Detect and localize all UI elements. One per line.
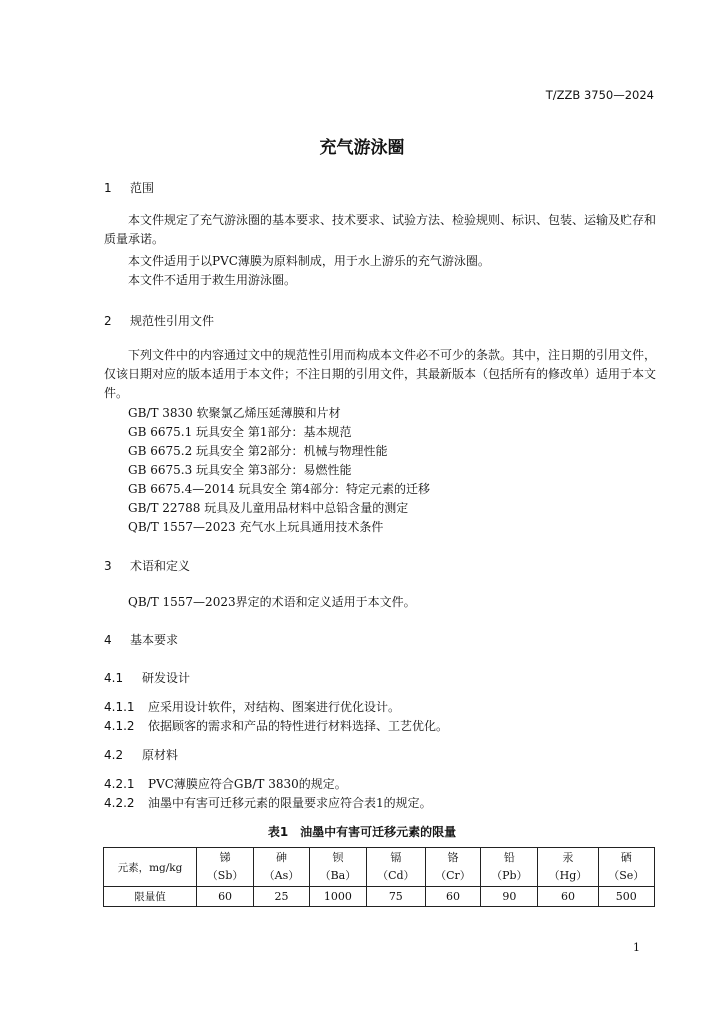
table-cell (481, 848, 538, 887)
section-title: 术语和定义 (130, 559, 191, 573)
section-number: 4 (104, 633, 112, 647)
section-number: 4.2 (104, 748, 124, 762)
table-row-header: 限量值 (104, 887, 197, 907)
section-title: 研发设计 (142, 671, 191, 685)
clause-4-1-2 (104, 717, 448, 734)
section-1-heading (104, 179, 154, 196)
table-caption: 表1 油墨中有害可迁移元素的限量 (267, 825, 457, 839)
element-symbol: （Ba） (319, 869, 357, 882)
table-cell (367, 848, 426, 887)
section-title: 规范性引用文件 (130, 314, 215, 328)
element-name: 汞 (562, 851, 574, 864)
section-number: 4.1 (104, 671, 124, 685)
section-4-2-heading (104, 746, 178, 763)
section-number: 3 (104, 559, 112, 573)
table-cell: 75 (367, 887, 426, 907)
reference-item: QB/T 1557—2023 充气水上玩具通用技术条件 (128, 520, 384, 534)
page-number: 1 (633, 941, 640, 954)
clause-text: 依据顾客的需求和产品的特性进行材料选择、工艺优化。 (148, 719, 449, 733)
section-1-paragraph-1: 本文件规定了充气游泳圈的基本要求、技术要求、试验方法、检验规则、标识、包装、运输及贮存和质量承诺。 (104, 213, 657, 246)
section-4-heading (104, 631, 178, 648)
table-cell: 60 (197, 887, 254, 907)
section-number: 1 (104, 181, 112, 195)
reference-item: GB 6675.1 玩具安全 第1部分：基本规范 (128, 425, 352, 439)
reference-item: GB 6675.2 玩具安全 第2部分：机械与物理性能 (128, 444, 388, 458)
table-row (104, 848, 655, 887)
table-cell (197, 848, 254, 887)
section-1-paragraph-2: 本文件适用于以PVC薄膜为原料制成，用于水上游乐的充气游泳圈。 (128, 254, 490, 268)
clause-number: 4.2.1 (104, 777, 135, 791)
table-row-header: 元素，mg/kg (104, 848, 197, 887)
table-cell (425, 848, 481, 887)
element-symbol: （Sb） (206, 869, 244, 882)
table-cell: 60 (425, 887, 481, 907)
clause-4-1-1 (104, 698, 400, 715)
reference-item: GB 6675.3 玩具安全 第3部分：易燃性能 (128, 463, 352, 477)
table-cell (254, 848, 310, 887)
clause-number: 4.1.1 (104, 700, 135, 714)
element-symbol: （Se） (608, 869, 645, 882)
table-cell: 1000 (309, 887, 366, 907)
clause-text: 油墨中有害可迁移元素的限量要求应符合表1的规定。 (148, 796, 432, 810)
table-row (104, 887, 655, 907)
element-name: 镉 (390, 851, 402, 864)
element-name: 铅 (503, 851, 515, 864)
reference-item: GB 6675.4—2014 玩具安全 第4部分：特定元素的迁移 (128, 482, 431, 496)
limit-table (103, 847, 655, 907)
clause-4-2-2 (104, 794, 432, 811)
table-cell: 500 (598, 887, 654, 907)
element-name: 硒 (620, 851, 632, 864)
element-symbol: （Pb） (491, 869, 528, 882)
reference-item: GB/T 3830 软聚氯乙烯压延薄膜和片材 (128, 406, 341, 420)
section-title: 基本要求 (130, 633, 179, 647)
table-cell (598, 848, 654, 887)
document-title: 充气游泳圈 (319, 138, 405, 158)
section-3-paragraph-1: QB/T 1557—2023界定的术语和定义适用于本文件。 (128, 595, 416, 609)
table-cell: 60 (538, 887, 598, 907)
element-symbol: （Hg） (548, 869, 588, 882)
section-number: 2 (104, 314, 112, 328)
section-4-1-heading (104, 669, 190, 686)
section-title: 范围 (130, 181, 155, 195)
element-name: 锑 (219, 851, 231, 864)
table-cell (309, 848, 366, 887)
clause-text: 应采用设计软件，对结构、图案进行优化设计。 (148, 700, 401, 714)
reference-item: GB/T 22788 玩具及儿童用品材料中总铅含量的测定 (128, 501, 409, 515)
element-name: 铬 (447, 851, 459, 864)
clause-4-2-1 (104, 775, 347, 792)
section-2-paragraph-1: 下列文件中的内容通过文中的规范性引用而构成本文件必不可少的条款。其中，注日期的引用文件，仅该日期对应的版本适用于本文件；不注日期的引用文件，其最新版本（包括所有的修改单）适用于本文件。 (104, 348, 657, 400)
table-cell: 25 (254, 887, 310, 907)
clause-number: 4.2.2 (104, 796, 135, 810)
clause-number: 4.1.2 (104, 719, 135, 733)
section-3-heading (104, 557, 190, 574)
element-name: 钡 (332, 851, 344, 864)
section-1-paragraph-3: 本文件不适用于救生用游泳圈。 (128, 273, 297, 287)
element-symbol: （Cr） (435, 869, 471, 882)
element-symbol: （Cd） (377, 869, 415, 882)
clause-text: PVC薄膜应符合GB/T 3830的规定。 (148, 777, 347, 791)
table-cell: 90 (481, 887, 538, 907)
element-symbol: （As） (263, 869, 300, 882)
section-2-heading (104, 312, 214, 329)
section-title: 原材料 (142, 748, 179, 762)
document-number: T/ZZB 3750—2024 (545, 88, 654, 102)
element-name: 砷 (275, 851, 287, 864)
table-cell (538, 848, 598, 887)
